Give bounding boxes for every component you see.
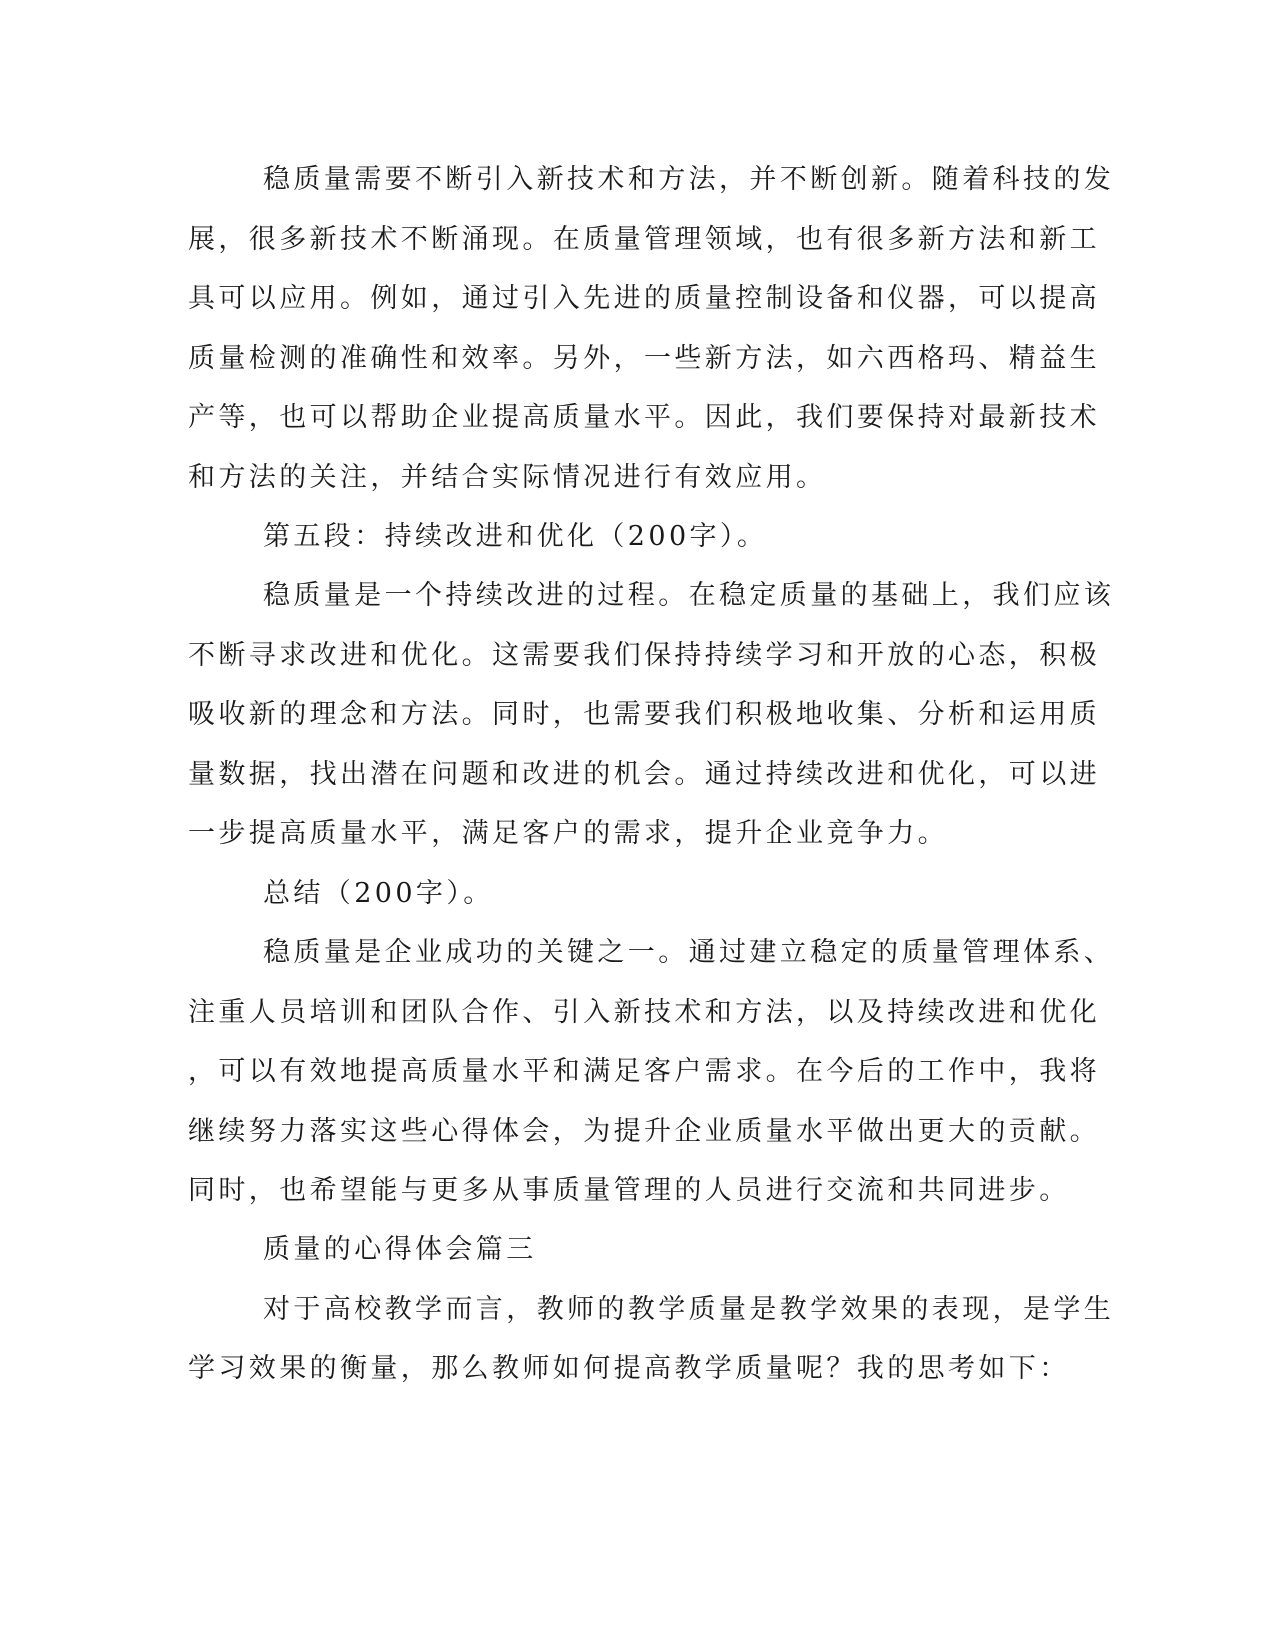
text-line: 注重人员培训和团队合作、引入新技术和方法，以及持续改进和优化 — [188, 997, 1100, 1028]
text-line: 展，很多新技术不断涌现。在质量管理领域，也有很多新方法和新工 — [188, 224, 1100, 255]
text-line: 具可以应用。例如，通过引入先进的质量控制设备和仪器，可以提高 — [188, 283, 1100, 314]
text-line: 同时，也希望能与更多从事质量管理的人员进行交流和共同进步。 — [188, 1175, 1070, 1206]
text-line: 量数据，找出潜在问题和改进的机会。通过持续改进和优化，可以进 — [188, 759, 1100, 790]
text-line: 稳质量需要不断引入新技术和方法，并不断创新。随着科技的发 — [263, 164, 1115, 195]
section-heading: 质量的心得体会篇三 — [263, 1234, 537, 1265]
section-heading: 总结（200字）。 — [263, 878, 494, 909]
text-line: 对于高校教学而言，教师的教学质量是教学效果的表现，是学生 — [263, 1294, 1115, 1325]
text-line: 和方法的关注，并结合实际情况进行有效应用。 — [188, 462, 827, 493]
text-line: 不断寻求改进和优化。这需要我们保持持续学习和开放的心态，积极 — [188, 640, 1100, 671]
section-heading: 第五段：持续改进和优化（200字）。 — [263, 521, 768, 552]
text-line: 稳质量是企业成功的关键之一。通过建立稳定的质量管理体系、 — [263, 937, 1115, 968]
text-line: 吸收新的理念和方法。同时，也需要我们积极地收集、分析和运用质 — [188, 699, 1100, 730]
text-line: 一步提高质量水平，满足客户的需求，提升企业竞争力。 — [188, 818, 948, 849]
text-line: 继续努力落实这些心得体会，为提升企业质量水平做出更大的贡献。 — [188, 1116, 1100, 1147]
text-line: 产等，也可以帮助企业提高质量水平。因此，我们要保持对最新技术 — [188, 402, 1100, 433]
text-line: 稳质量是一个持续改进的过程。在稳定质量的基础上，我们应该 — [263, 580, 1115, 611]
text-line: 学习效果的衡量，那么教师如何提高教学质量呢？我的思考如下： — [188, 1353, 1070, 1384]
text-line: ，可以有效地提高质量水平和满足客户需求。在今后的工作中，我将 — [188, 1056, 1100, 1087]
text-line: 质量检测的准确性和效率。另外，一些新方法，如六西格玛、精益生 — [188, 343, 1100, 374]
